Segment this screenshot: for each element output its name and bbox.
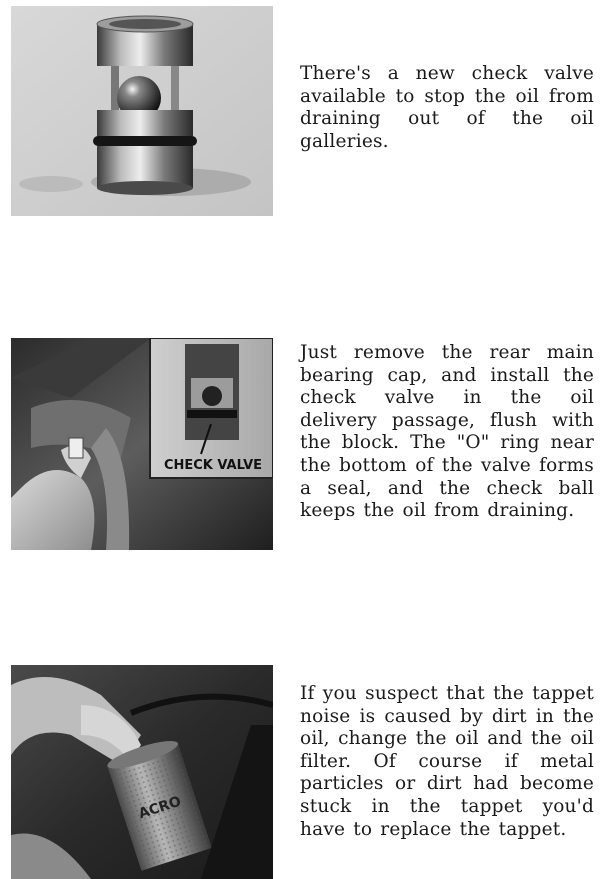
oil-filter-photo [11, 665, 273, 879]
filter-brand-label: ACRO [136, 793, 184, 823]
oil-filter-icon [11, 665, 273, 879]
engine-block-icon [11, 338, 273, 550]
caption-install-valve: Just remove the rear main bearing cap, and install the check valve in the oil delivery passage, flush with the block. The "O" ring near the bottom of the valve forms a seal, and the check ball keeps the oil from draining. [300, 342, 594, 522]
engine-block-photo [11, 338, 273, 550]
section-check-valve [0, 0, 600, 260]
check-valve-inset-label: CHECK VALVE [163, 458, 263, 473]
caption-check-valve: There's a new check valve available to stop the oil from draining out of the oil galleries. [300, 63, 594, 152]
caption-oil-filter: If you suspect that the tappet noise is caused by dirt in the oil, change the oil and the oil filter. Of course if metal particles or dirt had become stuck in the tappet you'd have to replace the tappet. [300, 683, 594, 840]
section-oil-filter [0, 660, 600, 879]
check-valve-icon [11, 6, 273, 216]
section-install-valve [0, 330, 600, 590]
check-valve-photo [11, 6, 273, 216]
